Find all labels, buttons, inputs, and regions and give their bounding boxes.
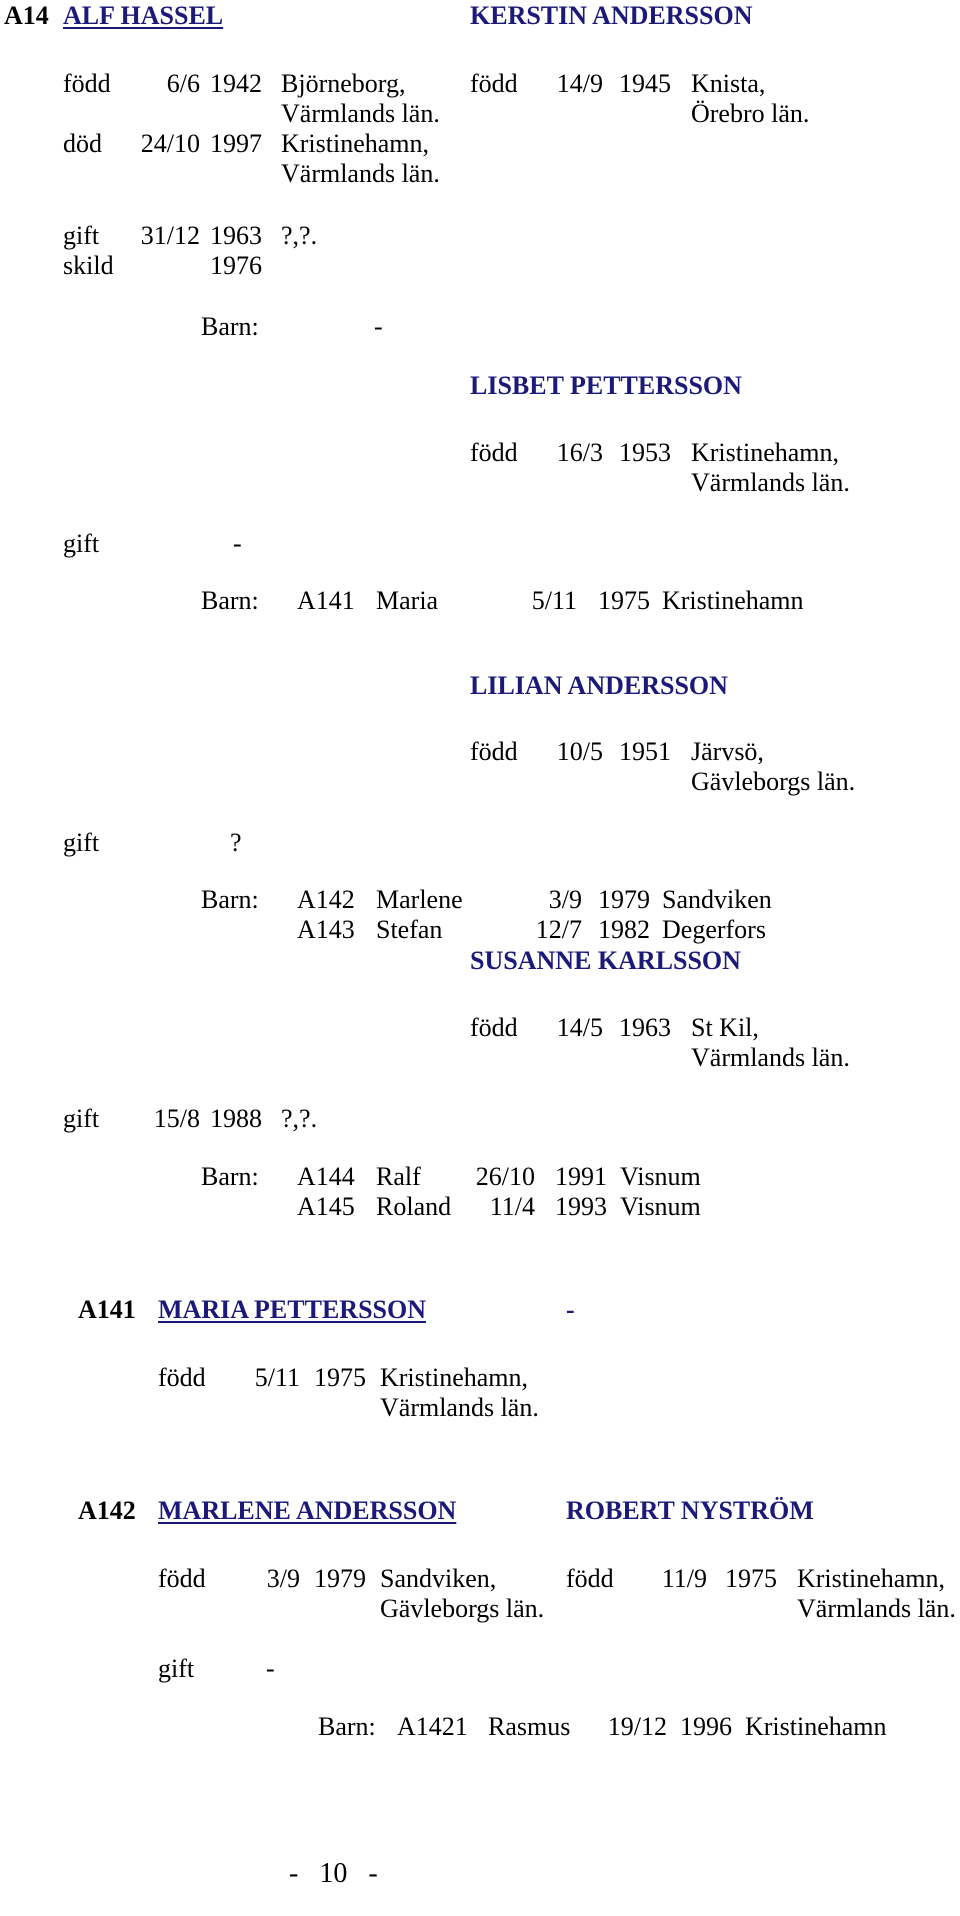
child-birth-year: 1975 (598, 586, 650, 615)
gift-value: ? (230, 828, 242, 857)
barn-label: Barn: (201, 885, 259, 914)
born-day: 14/5 (556, 1013, 603, 1042)
born-year: 1953 (619, 438, 671, 467)
born-label: född (158, 1363, 206, 1392)
gift-place: ?,?. (281, 1104, 318, 1133)
entry-code: A141 (78, 1295, 136, 1324)
person-name: MARIA PETTERSSON (158, 1295, 426, 1324)
born-year: 1945 (619, 69, 671, 98)
born-county: Gävleborgs län. (380, 1594, 545, 1623)
child-code: A142 (297, 885, 355, 914)
child-birth-day: 26/10 (475, 1162, 535, 1191)
born-label: född (470, 69, 518, 98)
born-label: född (158, 1564, 206, 1593)
born-place: Järvsö, (691, 737, 764, 766)
born-place: St Kil, (691, 1013, 759, 1042)
gift-label: gift (158, 1654, 195, 1683)
born-day: 6/6 (166, 69, 200, 98)
gift-year: 1988 (210, 1104, 262, 1133)
child-name: Rasmus (488, 1712, 571, 1741)
child-name: Ralf (376, 1162, 421, 1191)
entry-code: A14 (4, 1, 49, 30)
born-county: Värmlands län. (281, 99, 440, 128)
gift-label: gift (63, 828, 100, 857)
gift-label: gift (63, 529, 100, 558)
child-code: A141 (297, 586, 355, 615)
born-label: född (470, 438, 518, 467)
gift-label: gift (63, 1104, 100, 1133)
born-year: 1975 (314, 1363, 366, 1392)
barn-label: Barn: (318, 1712, 376, 1741)
born-place: Sandviken, (380, 1564, 497, 1593)
gift-year: 1963 (210, 221, 262, 250)
wife-name: SUSANNE KARLSSON (470, 946, 741, 975)
child-code: A144 (297, 1162, 355, 1191)
spouse-name: ROBERT NYSTRÖM (566, 1496, 814, 1525)
child-birth-day: 3/9 (548, 885, 582, 914)
born-place: Knista, (691, 69, 766, 98)
gift-place: ?,?. (281, 221, 318, 250)
child-birth-year: 1996 (680, 1712, 732, 1741)
child-birth-day: 19/12 (607, 1712, 667, 1741)
child-code: A143 (297, 915, 355, 944)
child-birth-place: Visnum (620, 1162, 701, 1191)
skild-label: skild (63, 251, 114, 280)
spouse-born-day: 11/9 (661, 1564, 707, 1593)
husband-name: ALF HASSEL (63, 1, 224, 30)
born-day: 16/3 (556, 438, 603, 467)
child-birth-year: 1993 (555, 1192, 607, 1221)
died-day: 24/10 (140, 129, 200, 158)
child-birth-day: 11/4 (489, 1192, 535, 1221)
born-year: 1979 (314, 1564, 366, 1593)
born-label: född (470, 737, 518, 766)
child-birth-year: 1991 (555, 1162, 607, 1191)
born-county: Gävleborgs län. (691, 767, 856, 796)
born-day: 3/9 (266, 1564, 300, 1593)
gift-day: 15/8 (153, 1104, 200, 1133)
wife-name: LISBET PETTERSSON (470, 371, 742, 400)
died-year: 1997 (210, 129, 262, 158)
born-county: Värmlands län. (691, 1043, 850, 1072)
barn-label: Barn: (201, 312, 259, 341)
spouse-born-label: född (566, 1564, 614, 1593)
child-birth-place: Sandviken (662, 885, 772, 914)
born-day: 10/5 (556, 737, 603, 766)
born-county: Värmlands län. (691, 468, 850, 497)
wife-name: KERSTIN ANDERSSON (470, 1, 753, 30)
gift-day: 31/12 (140, 221, 200, 250)
child-birth-place: Kristinehamn (745, 1712, 887, 1741)
child-birth-place: Visnum (620, 1192, 701, 1221)
born-place: Kristinehamn, (691, 438, 840, 467)
born-place: Björneborg, (281, 69, 406, 98)
gift-label: gift (63, 221, 100, 250)
died-label: död (63, 129, 102, 158)
born-place: Kristinehamn, (380, 1363, 529, 1392)
died-place: Kristinehamn, (281, 129, 430, 158)
spouse-born-county: Värmlands län. (797, 1594, 956, 1623)
child-birth-year: 1982 (598, 915, 650, 944)
child-name: Marlene (376, 885, 463, 914)
child-name: Roland (376, 1192, 452, 1221)
gift-value: - (233, 529, 242, 558)
child-birth-place: Kristinehamn (662, 586, 804, 615)
child-birth-year: 1979 (598, 885, 650, 914)
barn-label: Barn: (201, 586, 259, 615)
born-label: född (63, 69, 111, 98)
born-year: 1963 (619, 1013, 671, 1042)
born-county: Örebro län. (691, 99, 810, 128)
child-birth-day: 12/7 (535, 915, 582, 944)
born-year: 1942 (210, 69, 262, 98)
spouse-born-place: Kristinehamn, (797, 1564, 946, 1593)
wife-name: LILIAN ANDERSSON (470, 671, 728, 700)
spouse-name: - (566, 1295, 575, 1324)
barn-label: Barn: (201, 1162, 259, 1191)
born-day: 14/9 (556, 69, 603, 98)
spouse-born-year: 1975 (725, 1564, 777, 1593)
person-name: MARLENE ANDERSSON (158, 1496, 457, 1525)
entry-code: A142 (78, 1496, 136, 1525)
skild-year: 1976 (210, 251, 262, 280)
child-birth-place: Degerfors (662, 915, 766, 944)
child-birth-day: 5/11 (531, 586, 577, 615)
child-name: Maria (376, 586, 439, 615)
born-county: Värmlands län. (380, 1393, 539, 1422)
died-county: Värmlands län. (281, 159, 440, 188)
barn-value: - (374, 312, 383, 341)
born-day: 5/11 (254, 1363, 300, 1392)
gift-value: - (266, 1654, 275, 1683)
child-code: A145 (297, 1192, 355, 1221)
child-code: A1421 (397, 1712, 468, 1741)
child-name: Stefan (376, 915, 443, 944)
born-year: 1951 (619, 737, 671, 766)
page-number: - 10 - (289, 1858, 378, 1889)
born-label: född (470, 1013, 518, 1042)
